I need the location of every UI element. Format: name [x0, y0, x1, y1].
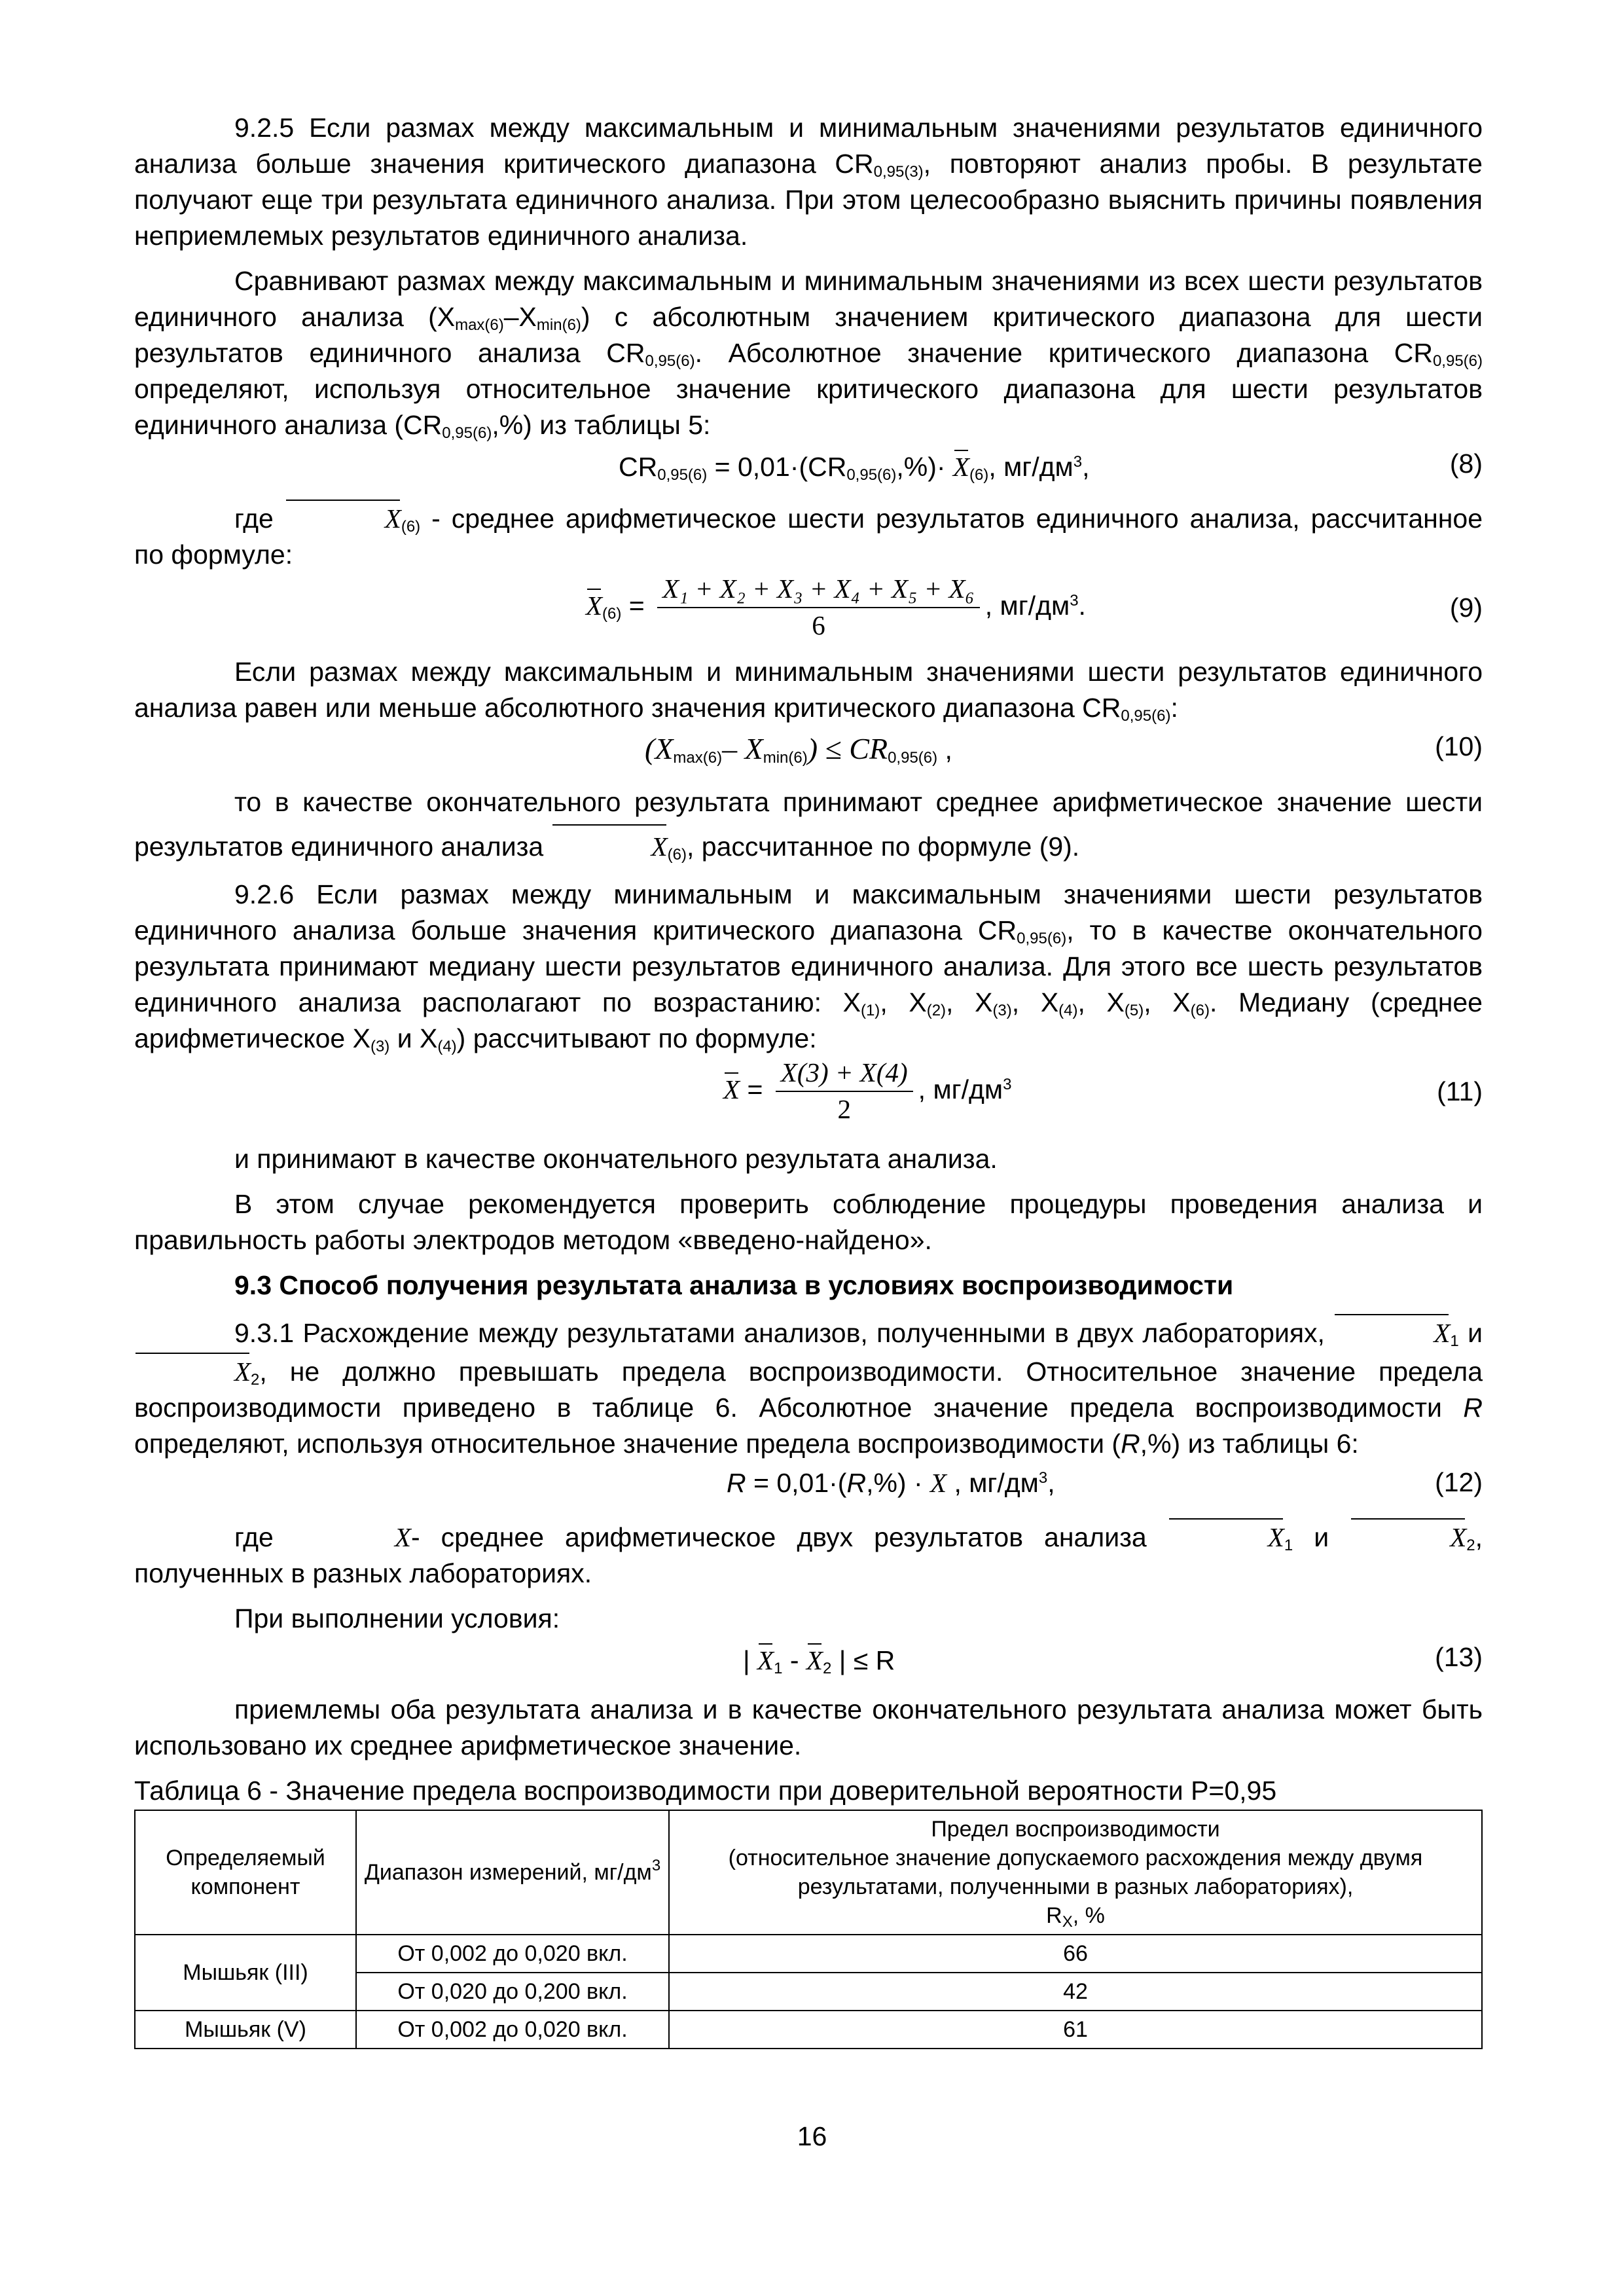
paragraph-check-procedure: В этом случае рекомендуется проверить соблюдение процедуры проведения анализа и правильность работы электродов методом «введено-найдено». [134, 1189, 1483, 1255]
cell-range: От 0,002 до 0,020 вкл. [356, 1935, 669, 1973]
table-header-row [135, 1810, 1482, 1935]
paragraph-compare-range: Сравнивают размах между максимальным и минимальным значениями из всех шести результатов единичного анализа $(X_{max(6)}-X_{min(6)})$ с абсолютным значением критического диапазона для шести результатов единичного анализа $CR_{0,95(6)}$. Абсолютное значение критического диапазона $CR_{0,95(6)}$ определяют, используя относительное значение критического диапазона для шести результатов единичного анализа $(CR_{0,95(6)},\%)$ из таблицы 5: [134, 266, 1483, 442]
cell-value: 61 [669, 2011, 1482, 2049]
page-number: 16 [797, 2121, 827, 2151]
paragraph-where-x6: где $X_{(6)}$ - среднее арифметическое шести результатов единичного анализа, рассчитанное по формуле: [134, 498, 1483, 573]
cell-value: 66 [669, 1935, 1482, 1973]
document-page [134, 110, 1483, 2049]
fraction: $\frac{X(3) + X(4)}{2}$ [776, 1057, 913, 1126]
cell-component: Мышьяк (V) [135, 2011, 356, 2049]
reproducibility-table [134, 1810, 1483, 2049]
equation-12: R = 0,01·(R,%) · X , $мг/дм^3$, (12) [727, 1467, 1483, 1498]
equation-8: $CR_{0,95(6)} = 0,01\cdot(CR_{0,95(6)},\%)\cdot X_{(6)}$, $мг/дм^3$, (8) [619, 448, 1483, 484]
equation-10: ($X_{max(6)}-$ $X_{min(6)}) \le CR_{0,95(6)}$ , (10) [645, 731, 1483, 767]
table-row [135, 2011, 1482, 2049]
x-bar-6: X [953, 448, 969, 483]
paragraph-9-3-1: 9.3.1 Расхождение между результатами анализов, полученными в двух лабораториях, $X_1$ и $X_2$, не должно превышать предела воспроизводимости. Относительное значение предела воспроизводимости приведено в таблице 6. Абсолютное значение предела воспроизводимости R определяют, используя относительное значение предела воспроизводимости (R,%) из таблицы 6: [134, 1313, 1483, 1462]
header-component: Определяемый компонент [135, 1810, 356, 1935]
paragraph-acceptable: приемлемы оба результата анализа и в качестве окончательного результата анализа может быть использовано их среднее арифметическое значение. [134, 1694, 1483, 1760]
cell-component: Мышьяк (III) [135, 1935, 356, 2011]
equation-number: (13) [1435, 1642, 1483, 1672]
cell-value: 42 [669, 1973, 1482, 2011]
cell-range: От 0,002 до 0,020 вкл. [356, 2011, 669, 2049]
paragraph-condition: При выполнении условия: [234, 1603, 560, 1633]
header-range: Диапазон измерений, $мг/дм^3$ [356, 1810, 669, 1935]
paragraph-final-mean: то в качестве окончательного результата принимают среднее арифметическое значение шести результатов единичного анализа $X_{(6)}$, рассчитанное по формуле (9). [134, 781, 1483, 867]
table-row [135, 1935, 1482, 1973]
table-caption: Таблица 6 - Значение предела воспроизводимости при доверительной вероятности P=0,95 [134, 1776, 1277, 1806]
fraction: $\frac{\text{X₁ + X₂ + X₃ + X₄ + X₅ + X₆}}{6}$ [657, 573, 980, 642]
header-limit: Предел воспроизводимости (относительное значение допускаемого расхождения между двумя результатами, полученными в разных лабораториях), $R_X$, % [669, 1810, 1482, 1935]
equation-number: (12) [1435, 1467, 1483, 1497]
equation-number: (10) [1435, 731, 1483, 761]
section-heading-9-3: 9.3 Способ получения результата анализа в условиях воспроизводимости [234, 1270, 1234, 1300]
equation-13: | $X_1 - X_2$ | ≤ R (13) [743, 1642, 1483, 1677]
paragraph-where-x: где X- среднее арифметическое двух результатов анализа $X_1$ и $X_2$, полученных в разных лабораториях. [134, 1517, 1483, 1592]
cell-range: От 0,020 до 0,200 вкл. [356, 1973, 669, 2011]
equation-number: (9) [1449, 592, 1483, 623]
equation-number: (11) [1437, 1076, 1483, 1106]
equation-9: $X_{(6)}$ = $\frac{\text{X₁ + X₂ + X₃ + X₄ + X₅ + X₆}}{6}$ , $мг/дм^3$. (9) [134, 573, 1483, 645]
paragraph-accept-median: и принимают в качестве окончательного результата анализа. [234, 1144, 998, 1174]
equation-11: X = $\frac{X(3) + X(4)}{2}$ , $мг/дм^3$ (11) [134, 1057, 1483, 1132]
paragraph-9-2-5: 9.2.5 Если размах между максимальным и минимальным значениями результатов единичного анализа больше значения критического диапазона $CR_{0,95(3)}$, повторяют анализ пробы. В результате получают еще три результата единичного анализа. При этом целесообразно выяснить причины появления неприемлемых результатов единичного анализа. [134, 113, 1483, 251]
paragraph-9-2-6: 9.2.6 Если размах между минимальным и максимальным значениями шести результатов единичного анализа больше значения критического диапазона $CR_{0,95(6)}$, то в качестве окончательного результата принимают медиану шести результатов единичного анализа. Для этого все шесть результатов единичного анализа располагают по возрастанию: $X_{(1)}$, $X_{(2)}$, $X_{(3)}$, $X_{(4)}$, $X_{(5)}$, $X_{(6)}$. Медиану (среднее арифметическое $X_{(3)}$ и $X_{(4)}$) рассчитывают по формуле: [134, 879, 1483, 1055]
paragraph-if-range-le: Если размах между максимальным и минимальным значениями шести результатов единичного анализа равен или меньше абсолютного значения критического диапазона $CR_{0,95(6)}$: [134, 657, 1483, 725]
equation-number: (8) [1449, 448, 1483, 479]
